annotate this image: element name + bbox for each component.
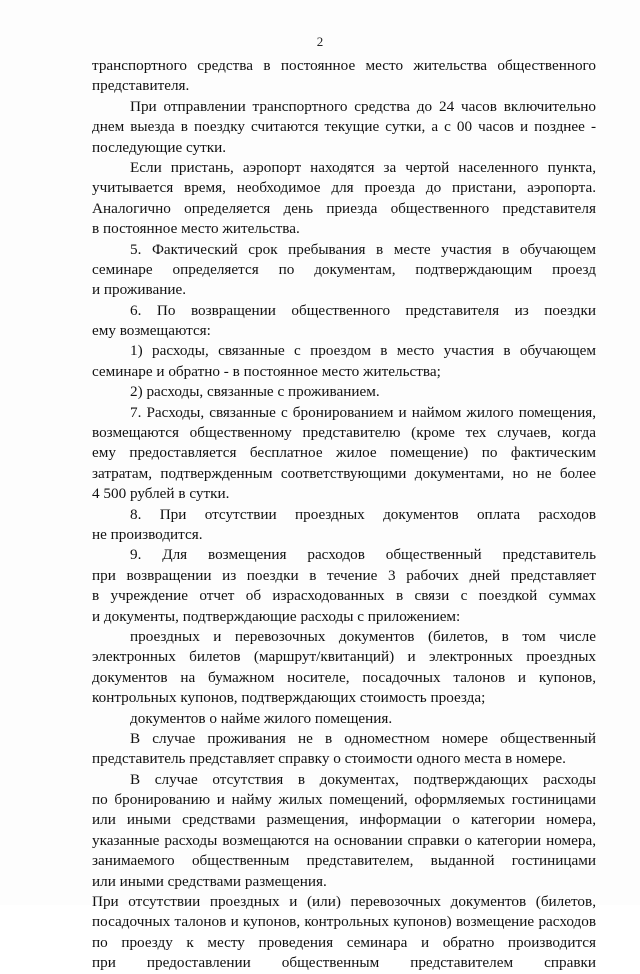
paragraph [92, 301, 596, 342]
paragraph [92, 770, 596, 892]
text-line: 7. Расходы, связанные с бронированием и наймом жилого помещения, [130, 403, 596, 421]
text-line: 5. Фактический срок пребывания в месте участия в обучающем [130, 240, 596, 258]
paragraph [92, 545, 596, 627]
text-line: возмещаются общественному представителю (кроме тех случаев, когда [92, 424, 596, 442]
text-line: 4 500 рублей в сутки. [92, 485, 230, 503]
text-line: 2) расходы, связанные с проживанием. [130, 383, 380, 401]
text-line: Если пристань, аэропорт находятся за чертой населенного пункта, [130, 158, 596, 176]
text-line: семинаре и обратно - в постоянное место жительства; [92, 362, 441, 380]
paragraph [92, 240, 596, 301]
text-line: затратам, подтвержденным соответствующими документами, но не более [92, 464, 596, 482]
text-line: документов на бумажном носителе, посадочных талонов и купонов, [92, 668, 596, 686]
paragraph [92, 709, 596, 729]
text-line: в учреждение отчет об израсходованных в связи с поездкой суммах [92, 587, 596, 605]
text-line: транспортного средства в постоянное место жительства общественного [92, 57, 596, 74]
text-line: контрольных купонов, подтверждающих стоимость проезда; [92, 689, 486, 707]
text-line: последующие сутки. [92, 138, 227, 156]
text-line: не производится. [92, 525, 203, 543]
text-line: документов о найме жилого помещения. [130, 709, 393, 727]
text-line: проездных и перевозочных документов (билетов, в том числе [130, 627, 596, 645]
paragraph [92, 97, 596, 158]
text-line: или иными средствами размещения. [92, 872, 327, 890]
paragraph [92, 56, 596, 97]
text-line: представителя. [92, 77, 190, 95]
paragraph [92, 892, 596, 974]
text-line: В случае проживания не в одноместном номере общественный [130, 729, 596, 747]
text-line: 9. Для возмещения расходов общественный представитель [130, 546, 596, 564]
text-line: 6. По возвращении общественного представителя из поездки [130, 301, 596, 319]
text-line: При отправлении транспортного средства до 24 часов включительно [130, 97, 596, 115]
text-line: При отсутствии проездных и (или) перевозочных документов (билетов, [92, 893, 596, 911]
text-line: занимаемого общественным представителем, выданной гостиницами [92, 852, 596, 870]
paragraph [92, 627, 596, 709]
paragraph [92, 403, 596, 505]
text-line: по проезду к месту проведения семинара и обратно производится [92, 933, 596, 951]
paragraph [92, 505, 596, 546]
text-line: при возвращении из поездки в течение 3 рабочих дней представляет [92, 566, 596, 584]
text-line: семинаре определяется по документам, подтверждающим проезд [92, 260, 596, 278]
text-line: днем выезда в поездку считаются текущие сутки, а с 00 часов и позднее - [92, 118, 596, 136]
text-line: по бронированию и найму жилых помещений, оформляемых гостиницами [92, 791, 596, 809]
text-line: и документы, подтверждающие расходы с приложением: [92, 607, 461, 625]
paragraph [92, 341, 596, 382]
document-body [92, 56, 596, 974]
text-line: 1) расходы, связанные с проездом в место участия в обучающем [130, 342, 596, 360]
text-line: электронных билетов (маршрут/квитанций) и электронных проездных [92, 648, 596, 666]
text-line: посадочных талонов и купонов, контрольных купонов) возмещение расходов [92, 913, 596, 931]
paragraph [92, 729, 596, 770]
text-line: указанные расходы возмещаются на основании справки о категории номера, [92, 831, 596, 849]
text-line: В случае отсутствия в документах, подтверждающих расходы [130, 770, 596, 788]
text-line: представитель представляет справку о стоимости одного места в номере. [92, 750, 566, 768]
paragraph [92, 158, 596, 240]
text-line: ему возмещаются: [92, 322, 211, 340]
paragraph [92, 382, 596, 402]
text-line: Аналогично определяется день приезда общественного представителя [92, 199, 596, 217]
text-line: учитывается время, необходимое для проезда до пристани, аэропорта. [92, 179, 596, 197]
text-line: и проживание. [92, 281, 186, 299]
page-number: 2 [316, 34, 324, 49]
text-line: ему предоставляется бесплатное жилое помещение) по фактическим [92, 444, 596, 462]
text-line: при предоставлении общественным представителем справки [92, 954, 596, 972]
text-line: 8. При отсутствии проездных документов оплата расходов [130, 505, 596, 523]
text-line: в постоянное место жительства. [92, 220, 300, 238]
text-line: или иными средствами размещения, информации о категории номера, [92, 811, 596, 829]
